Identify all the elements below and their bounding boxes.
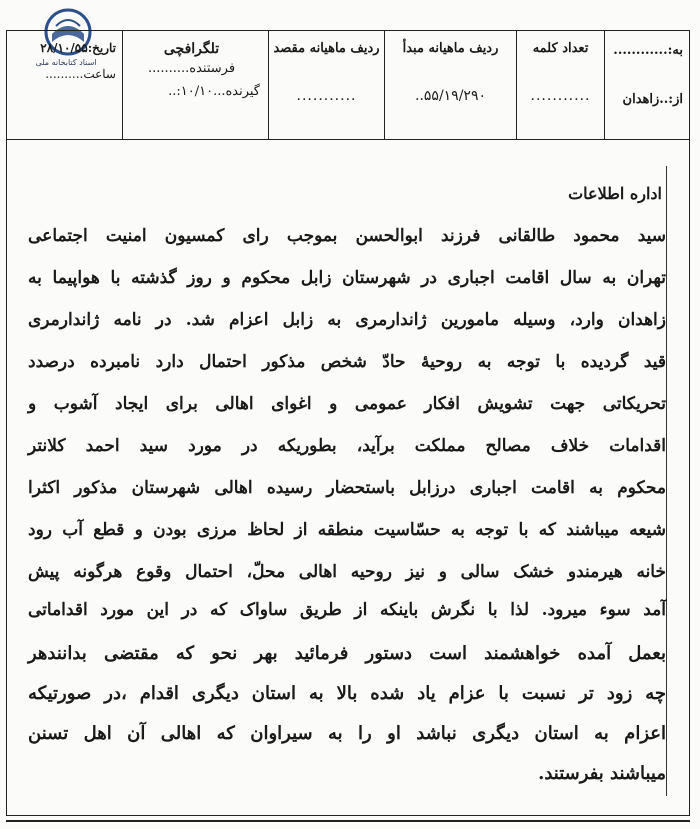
telegraph-operator-cell	[122, 31, 268, 139]
word-count-label: تعداد کلمه	[532, 41, 589, 56]
dest-monthly-cell	[268, 31, 384, 139]
from-label: از:..زاهدان	[622, 92, 683, 107]
body-line: محکوم به اقامت اجباری درزابل باستحضار رسیده اهالی شهرستان مذکور اکثرا	[28, 478, 666, 498]
body-line: خانه هیرمندو خشک سالی و نیز روحیه اهالی محلّ، احتمال وقوع هرگونه پیش	[28, 562, 666, 582]
bottom-rule	[6, 820, 690, 822]
receiver-label: گیرنده...۱۰/۱۰:..	[168, 84, 260, 99]
body-line: شیعه میباشند که با توجه به حسّاسیت منطقه از لحاظ مرزی بودن و قطع آب رود	[28, 520, 666, 540]
sender-label: فرستنده..........	[147, 61, 236, 76]
addressee-heading: اداره اطلاعات	[568, 184, 662, 203]
body-line: تحریکاتی جهت تشویش افکار عمومی و اغوای اهالی برای ایجاد آشوب و	[28, 394, 666, 414]
body-line: تهران به سال اقامت اجباری در شهرستان زابل محکوم و روز گذشته با هواپیما به	[28, 268, 666, 288]
body-line: قید گردیده با توجه به روحیهٔ حادّ شخص مذکور احتمال دارد نامبرده درصدد	[28, 352, 666, 372]
to-label: به:............	[613, 43, 683, 58]
dest-monthly-label: ردیف ماهیانه مقصد	[273, 41, 380, 56]
body-line: سید محمود طالقانی فرزند ابوالحسن بموجب رای کمسیون امنیت اجتماعی	[28, 226, 666, 246]
body-line: چه زود تر نسبت با عزام یاد شده بالا به استان دیگری اقدام ،در صورتیکه	[28, 683, 666, 704]
origin-monthly-label: ردیف ماهیانه مبدأ	[402, 41, 499, 56]
time-label: ساعت..........	[45, 67, 116, 81]
telegram-header-table	[6, 30, 690, 140]
body-line: اقدامات خلاف مصالح مملکت برآید، بطوریکه در مورد سید احمد کلانتر	[28, 436, 666, 456]
body-line: بعمل آمده خواهشمند است دستور فرمائید بهر نحو که مقتضی بدانندهر	[28, 643, 666, 664]
dest-monthly-value: ...........	[296, 88, 357, 104]
body-line: زاهدان وارد، وسیله مامورین ژاندارمری به زابل اعزام شد. در نامه ژاندارمری	[28, 310, 666, 330]
word-count-value: ...........	[530, 88, 591, 104]
origin-monthly-cell	[384, 31, 516, 139]
origin-monthly-value: ۵۵/۱۹/۲۹۰..	[415, 88, 486, 104]
date-time-cell	[7, 31, 122, 139]
telegraph-title: تلگرافچی	[163, 41, 220, 57]
date-label: تاریخ:۲۸/۱۰/۵۵	[40, 41, 116, 55]
body-line: آمد سوء میرود. لذا با نگرش باینکه از طریق ساواک که در این مورد اقداماتی	[28, 600, 666, 620]
recipient-cell	[604, 31, 689, 139]
body-line: اعزام به استان دیگری نباشد او را به سیراوان که اهالی آن اهل تسنن	[28, 723, 666, 744]
body-line: میباشند بفرستند.	[538, 763, 666, 784]
word-count-cell	[516, 31, 604, 139]
watermark-text: اسناد کتابخانه ملی	[35, 58, 97, 67]
